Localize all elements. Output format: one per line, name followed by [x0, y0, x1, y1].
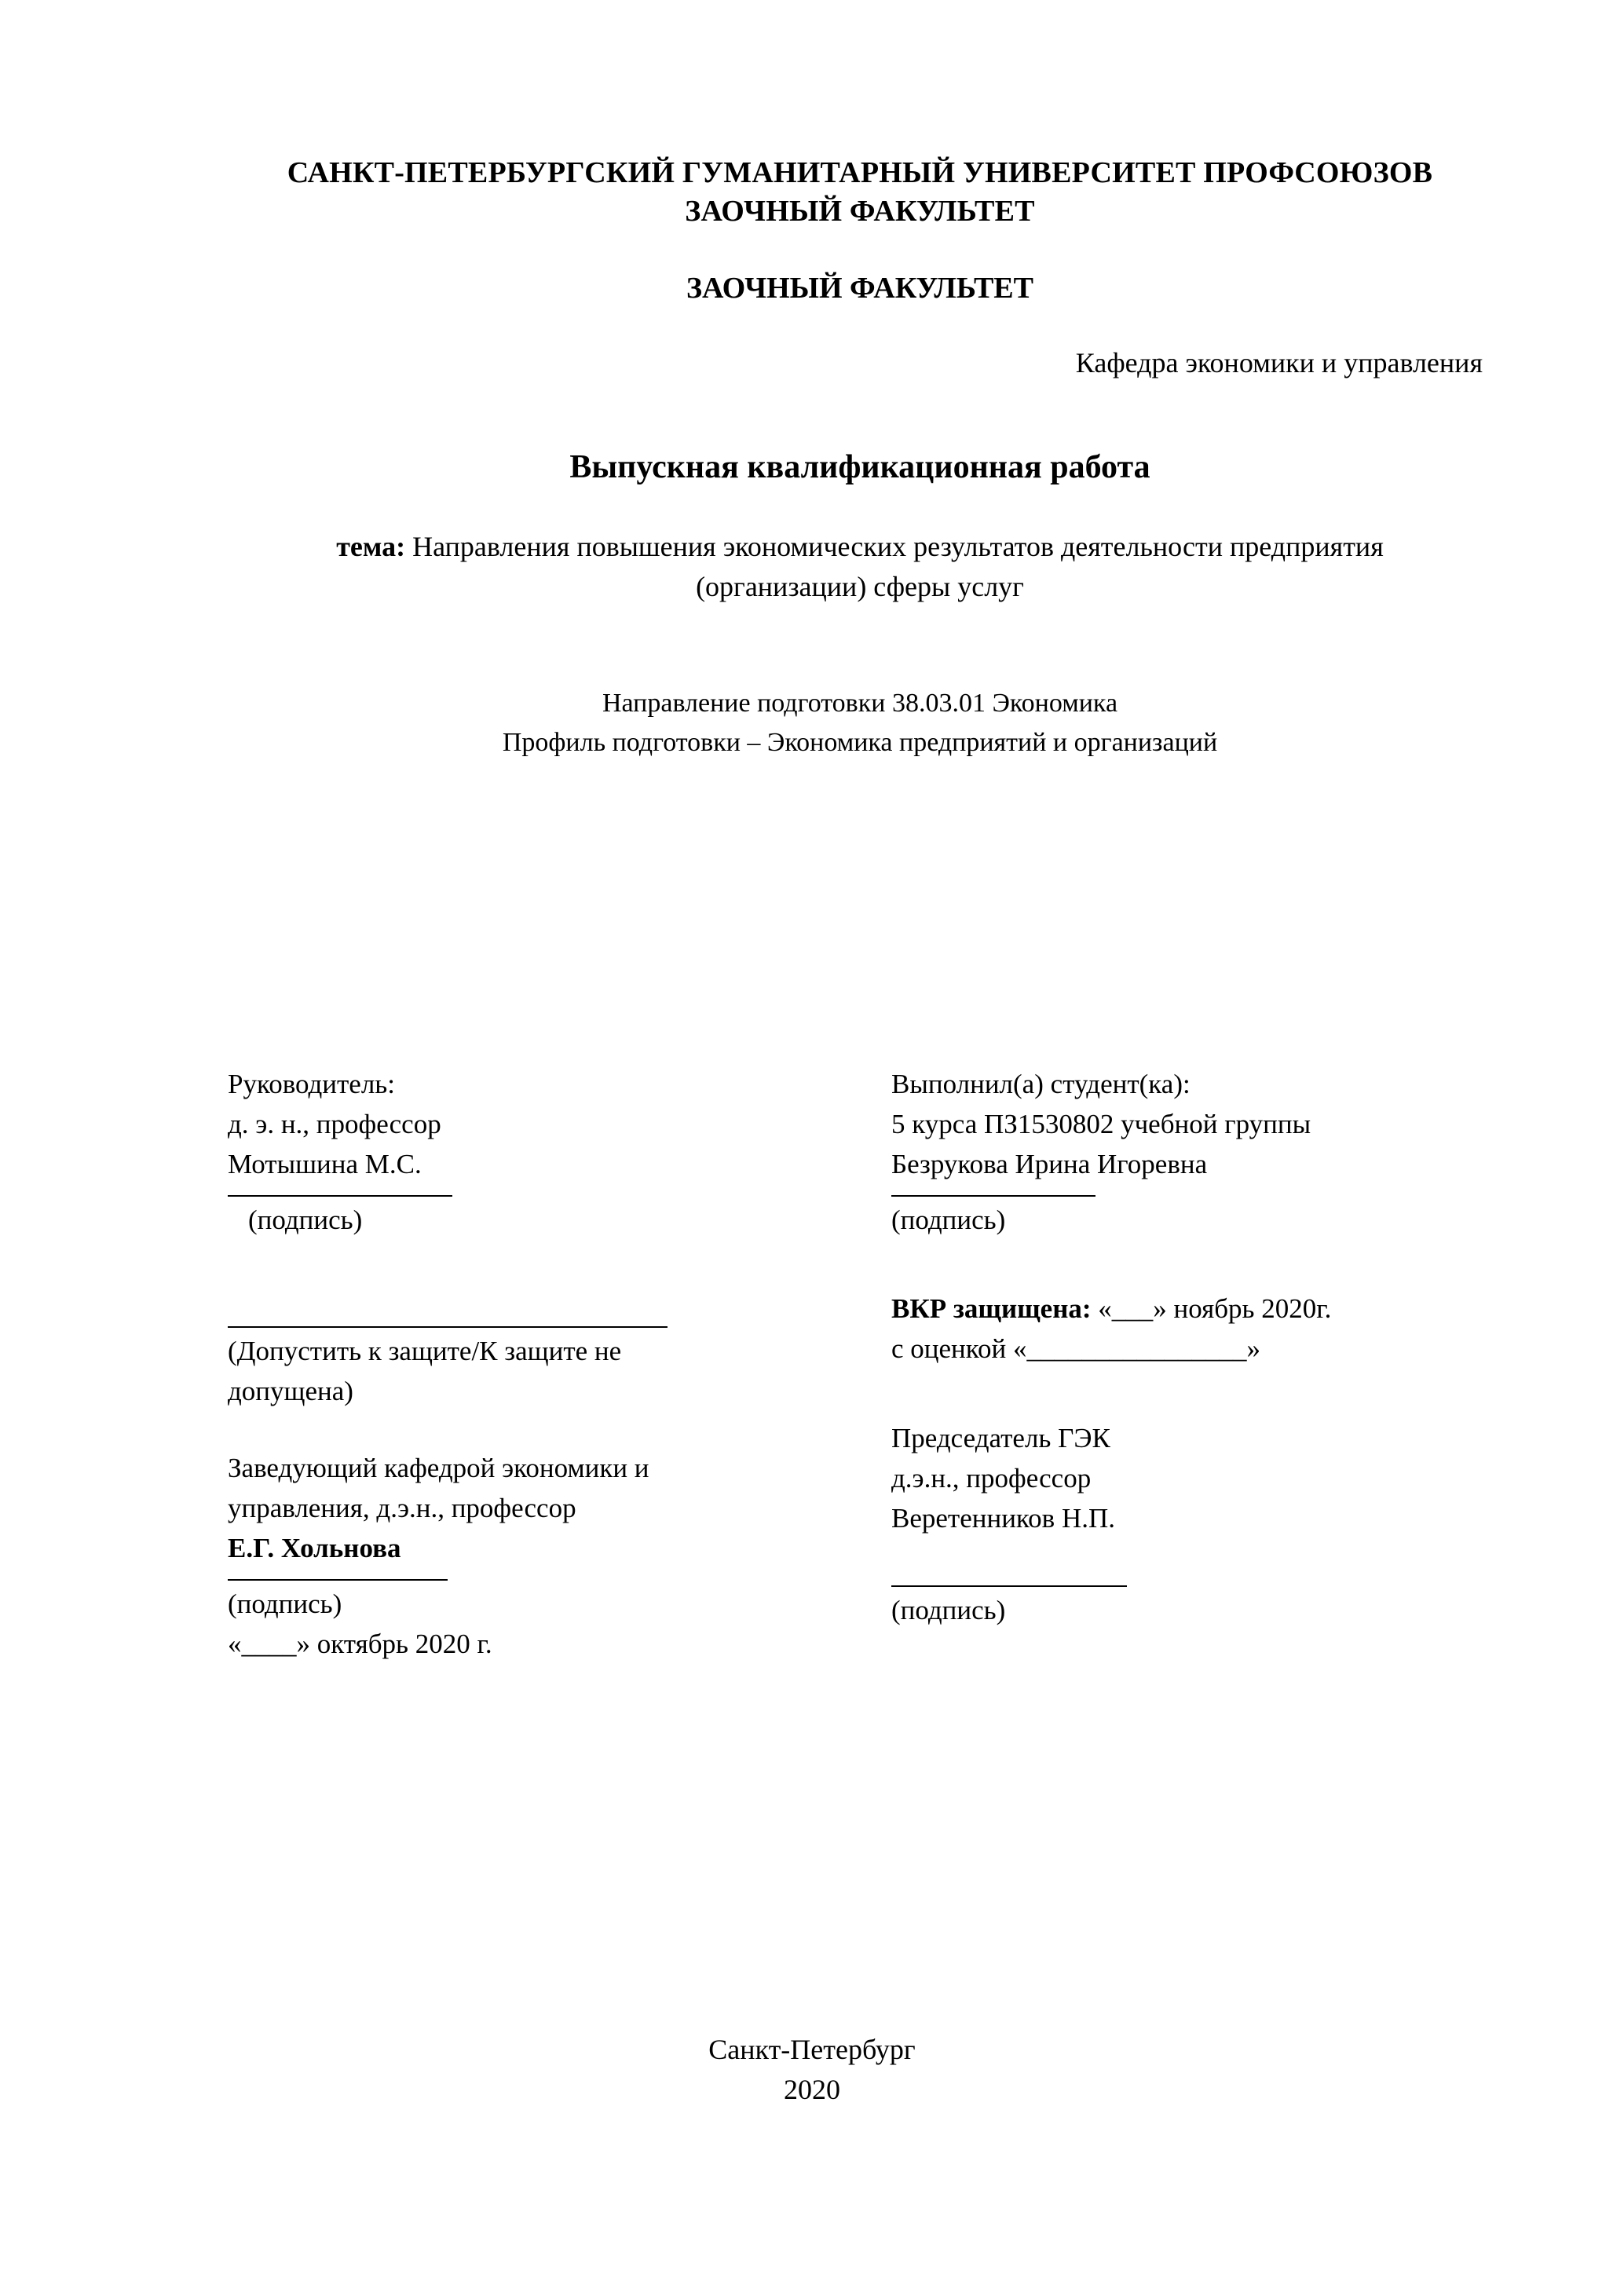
admission-note-line-1: (Допустить к защите/К защите не: [228, 1336, 622, 1367]
defense-grade: с оценкой «________________»: [891, 1333, 1260, 1365]
city-name: Санкт-Петербург: [708, 2034, 916, 2065]
theme-text: Направления повышения экономических результатов деятельности предприятия (организации) сферы услуг: [405, 531, 1384, 603]
document-type-title: Выпускная квалификационная работа: [569, 449, 1150, 486]
spacer-left-2: [228, 1412, 856, 1448]
student-label: Выполнил(а) студент(ка):: [891, 1069, 1191, 1099]
supervisor-name: Мотышина М.С.: [228, 1149, 422, 1180]
admission-signature-line: [228, 1326, 668, 1328]
year: 2020: [784, 2074, 840, 2106]
student-group: 5 курса ПЗ1530802 учебной группы: [891, 1109, 1311, 1140]
university-title: САНКТ-ПЕТЕРБУРГСКИЙ ГУМАНИТАРНЫЙ УНИВЕРСИТЕТ ПРОФСОЮЗОВ ЗАОЧНЫЙ ФАКУЛЬТЕТ: [287, 156, 1433, 228]
supervisor-signature-caption: (подпись): [248, 1205, 363, 1236]
faculty-title: ЗАОЧНЫЙ ФАКУЛЬТЕТ: [686, 272, 1033, 305]
department-title: Кафедра экономики и управления: [1075, 347, 1483, 379]
left-signature-column: [228, 1064, 856, 1664]
head-of-department-signature-line: [228, 1579, 448, 1581]
admission-note-line-2: допущена): [228, 1376, 353, 1407]
defense-label: ВКР защищена:: [891, 1293, 1092, 1325]
document-header-block: [228, 0, 1492, 762]
defense-line: [891, 1289, 1520, 1329]
spacer-right-2: [891, 1369, 1520, 1418]
direction-line-2: Профиль подготовки – Экономика предприятий и организаций: [502, 727, 1218, 757]
direction-line-1: Направление подготовки 38.03.01 Экономика: [602, 689, 1118, 718]
right-signature-column: [891, 1064, 1520, 1630]
thesis-theme: [228, 527, 1492, 607]
spacer-left-1: [228, 1240, 856, 1315]
spacer-right-3: [891, 1538, 1520, 1574]
gek-chairman-name: Веретенников Н.П.: [891, 1502, 1115, 1534]
student-name: Безрукова Ирина Игоревна: [891, 1149, 1208, 1180]
gek-chairman-signature-line: [891, 1585, 1127, 1587]
student-signature-caption: (подпись): [891, 1205, 1006, 1236]
head-of-department-line-2: управления, д.э.н., профессор: [228, 1492, 576, 1523]
spacer-right-1: [891, 1240, 1520, 1289]
theme-label: тема:: [336, 531, 406, 563]
gek-chairman-degree: д.э.н., профессор: [891, 1462, 1092, 1493]
head-of-department-date: «____» октябрь 2020 г.: [228, 1628, 492, 1659]
gek-chairman-label: Председатель ГЭК: [891, 1422, 1110, 1453]
head-of-department-line-1: Заведующий кафедрой экономики и: [228, 1452, 649, 1483]
student-signature-line: [891, 1195, 1095, 1197]
supervisor-degree: д. э. н., профессор: [228, 1109, 441, 1140]
head-of-department-signature-caption: (подпись): [228, 1588, 342, 1619]
supervisor-signature-line: [228, 1195, 452, 1197]
city-and-year: [0, 2030, 1624, 2110]
supervisor-label: Руководитель:: [228, 1069, 395, 1099]
defense-date: «___» ноябрь 2020г.: [1098, 1293, 1332, 1325]
study-direction: [228, 684, 1492, 762]
gek-chairman-signature-caption: (подпись): [891, 1594, 1006, 1625]
head-of-department-name: Е.Г. Хольнова: [228, 1532, 401, 1563]
